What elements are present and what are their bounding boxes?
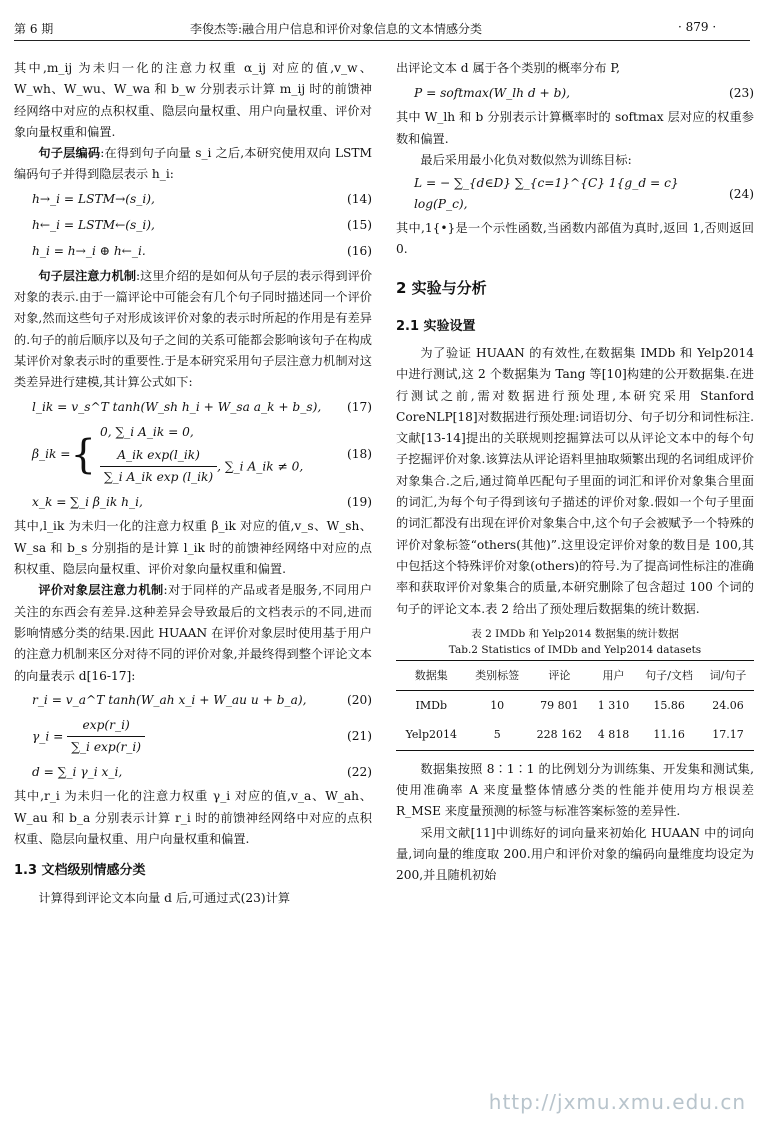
paragraph: 计算得到评论文本向量 d 后,可通过式(23)计算 <box>38 890 291 905</box>
section-heading-2-1: 2.1 实验设置 <box>396 318 476 334</box>
table-row: Yelp2014 5 228 162 4 818 11.16 17.17 <box>396 720 754 750</box>
right-column <box>396 58 754 887</box>
equation-18: β_ik = { 0, ∑_i A_ik = 0, $\frac{\text{A\_ik exp(l\_ik)}}{\text{∑\_i A\_ik exp (l\_ik)}}$ , ∑_i A_ik ≠ 0, (18) <box>32 424 372 485</box>
paragraph: 其中,1{•}是一个示性函数,当函数内部值为真时,返回 1,否则返回 0. <box>396 220 754 257</box>
running-header <box>0 0 764 40</box>
page-number: · 879 · <box>678 20 717 34</box>
watermark: http://jxmu.xmu.edu.cn <box>488 1090 746 1114</box>
run-in-heading: 句子层编码 <box>38 146 101 161</box>
equation-23: P = softmax(W_lh d + b), (23) <box>414 85 754 100</box>
section-heading-1-3: 1.3 文档级别情感分类 <box>14 863 146 879</box>
paragraph: 其中,l_ik 为未归一化的注意力权重 β_ik 对应的值,v_s、W_sh、W_sa 和 b_s 分别指的是计算 l_ik 时的前馈神经网络中对应的点积权重、隐层向量权重、评价对象向量权重和偏置. <box>14 519 372 577</box>
run-in-heading: 评价对象层注意力机制 <box>38 583 164 598</box>
paragraph-sentence-attention: 句子层注意力机制:这里介绍的是如何从句子层的表示得到评价对象的表示.由于一篇评论中可能会有几个句子同时描述同一个评价对象,然而这些句子对形成该评价对象的表示时所起的作用是有差异的.句子的前后顺序以及句子之间的关系可能都会影响该句子在构成某评价对象表示时的重要性.于是本研究采用句子层注意力机制对这类差异进行建模,其计算公式如下: <box>14 268 373 390</box>
paragraph: 最后采用最小化负对数似然为训练目标: <box>420 152 632 167</box>
paragraph-aspect-attention: 评价对象层注意力机制:对于同样的产品或者是服务,不同用户关注的东西会有差异.这种差异会导致最后的文档表示的不同,进而影响情感分类的结果.因此 HUAAN 在评价对象层时使用基于用户的注意力机制来区分对待不同的评价对象,并最终得到整个评论文本的向量表示 d[16-17]: <box>14 583 373 683</box>
left-column <box>14 58 372 909</box>
running-title: 李俊杰等:融合用户信息和评价对象信息的文本情感分类 <box>190 22 483 36</box>
equation-15: h←_i = LSTM←(s_i), (15) <box>32 218 372 233</box>
issue-number: 第 6 期 <box>14 22 54 36</box>
left-brace: { <box>70 432 96 478</box>
paragraph: 采用文献[11]中训练好的词向量来初始化 HUAAN 中的词向量,词向量的维度取 200.用户和评价对象的编码向量维度均设定为 200,并且随机初始 <box>396 825 754 883</box>
statistics-table <box>396 660 754 751</box>
table-header-row: 数据集 类别标签 评论 用户 句子/文档 词/句子 <box>396 660 754 690</box>
paragraph-sentence-encoding: 句子层编码:在得到句子向量 s_i 之后,本研究使用双向 LSTM 编码句子并得到隐层表示 h_i: <box>14 146 372 182</box>
run-in-heading: 句子层注意力机制 <box>38 268 137 283</box>
equation-16: h_i = h→_i ⊕ h←_i. (16) <box>32 244 372 259</box>
paragraph: 其中,m_ij 为未归一化的注意力权重 α_ij 对应的值,v_w、W_wh、W_wu、W_wa 和 b_w 分别表示计算 m_ij 时的前馈神经网络中对应的点积权重、隐层向量权重、用户向量权重、评价对象向量权重和偏置. <box>14 61 372 139</box>
equation-20: r_i = v_a^T tanh(W_ah x_i + W_au u + b_a), (20) <box>32 693 372 708</box>
paragraph: 数据集按照 8∶1∶1 的比例划分为训练集、开发集和测试集,使用准确率 A 来度量整体情感分类的性能并使用均方根误差 R_MSE 来度量预测的标签与标准答案标签的差异性. <box>396 761 754 819</box>
table-row: IMDb 10 79 801 1 310 15.86 24.06 <box>415 699 744 713</box>
equation-24: L = − ∑_{d∈D} ∑_{c=1}^{C} 1{g_d = c} log(P_c), (24) <box>414 176 754 212</box>
equation-14: h→_i = LSTM→(s_i), (14) <box>32 192 372 207</box>
equation-17: l_ik = v_s^T tanh(W_sh h_i + W_sa a_k + b_s), (17) <box>32 399 372 414</box>
paragraph: 其中 W_lh 和 b 分别表示计算概率时的 softmax 层对应的权重参数和偏置. <box>396 110 754 146</box>
header-rule <box>14 40 750 41</box>
paragraph: 为了验证 HUAAN 的有效性,在数据集 IMDb 和 Yelp2014 中进行测试,这 2 个数据集为 Tang 等[10]构建的公开数据集.在进行测试之前,需对数据进行预处理,本研究采用 Stanford CoreNLP[18]对数据进行预处理:词语切分、句子切分和词性标注.文献[13-14]提出的关联规则挖掘算法可以从评论文本中的每个句子挖掘评价对象.该算法从评论语料里抽取频繁出现的名词组成评价对象集合.之后,通过简单匹配句子里面的词汇和评价对象集合里面的词汇,为每个句子得到该句子描述的评价对象.假如一个句子里面的词汇都没有出现在评价对象集合中,这个句子会被赋予一个特殊的评价对象标签“others(其他)”.这里设定评价对象的数目是 100,其中包括这个特殊评价对象(others)的符号.为了提高词性标注的准确率和获取评价对象集合的质量,本研究删除了包含超过 100 个词的句子的评论文本.表 2 给出了预处理后数据集的统计数据. <box>396 345 754 616</box>
equation-22: d = ∑_i γ_i x_i, (22) <box>32 764 372 779</box>
paragraph: 其中,r_i 为未归一化的注意力权重 γ_i 对应的值,v_a、W_ah、W_au 和 b_a 分别表示计算 r_i 时的前馈神经网络中对应的点积权重、隐层向量权重、用户向量权重和偏置. <box>14 789 372 847</box>
equation-21: γ_i = $\frac{\exp(r\_i)}{\text{∑\_i exp(r\_i)}}$ (21) <box>14 715 372 759</box>
paragraph: 出评论文本 d 属于各个类别的概率分布 P, <box>396 61 621 75</box>
equation-19: x_k = ∑_i β_ik h_i, (19) <box>32 494 372 509</box>
table-caption: 表 2 IMDb 和 Yelp2014 数据集的统计数据 Tab.2 Statistics of IMDb and Yelp2014 datasets <box>448 627 702 656</box>
section-heading-2: 2 实验与分析 <box>396 279 487 298</box>
